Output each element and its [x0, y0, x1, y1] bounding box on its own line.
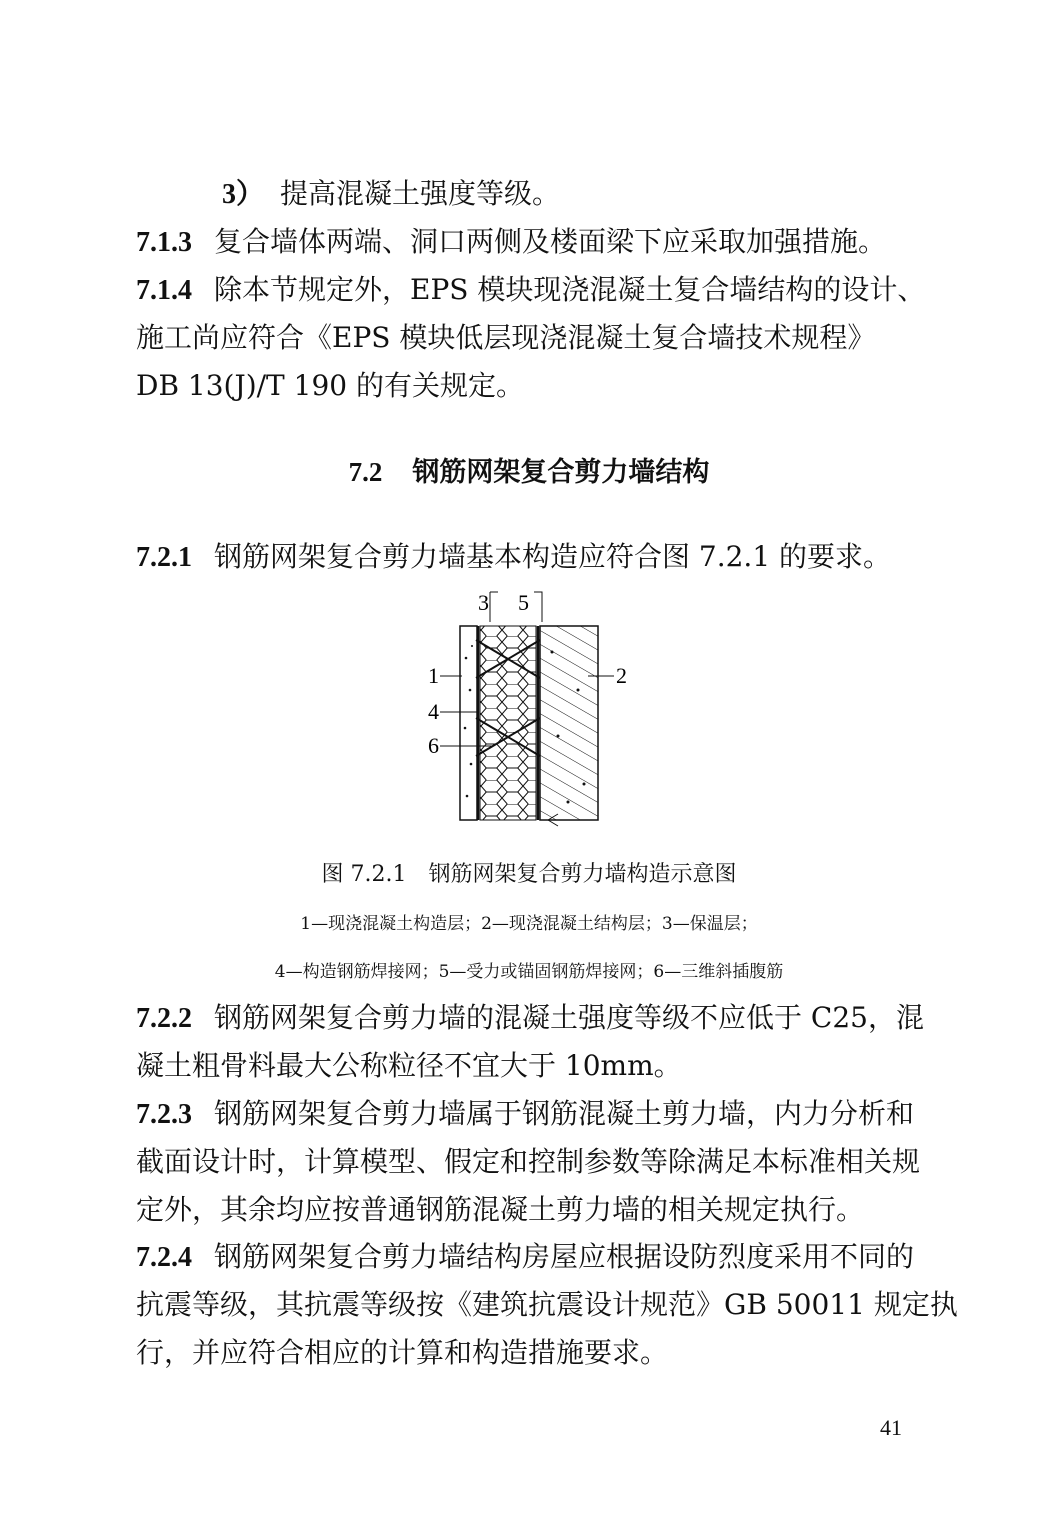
clause-7-2-4 [136, 1233, 914, 1282]
page-number: 41 [880, 1415, 902, 1440]
section-title [0, 448, 1058, 497]
figure-caption: 图 7.2.1 钢筋网架复合剪力墙构造示意图 [321, 862, 737, 887]
clause-7-2-3-line2: 截面设计时，计算模型、假定和控制参数等除满足本标准相关规 [136, 1145, 921, 1178]
figure-legend-2: 4—构造钢筋焊接网；5—受力或锚固钢筋焊接网；6—三维斜插腹筋 [274, 962, 784, 982]
clause-number: 7.2.4 [136, 1242, 192, 1273]
clause-text: 钢筋网架复合剪力墙的混凝土强度等级不应低于 C25，混 [214, 1001, 924, 1034]
section-number: 7.2 [348, 457, 383, 487]
clause-text: 除本节规定外，EPS 模块现浇混凝土复合墙结构的设计、 [214, 273, 926, 306]
clause-7-1-4 [136, 266, 925, 315]
structural-layer [540, 626, 598, 820]
label-1: 1 [428, 663, 439, 688]
clause-number: 7.2.2 [136, 1003, 192, 1034]
clause-7-2-1 [136, 533, 891, 582]
figure-legend-1: 1—现浇混凝土构造层；2—现浇混凝土结构层；3—保温层； [300, 914, 758, 934]
clause-number: 7.1.3 [136, 227, 192, 258]
construction-layer [460, 626, 477, 820]
clause-7-2-3 [136, 1090, 914, 1139]
clause-7-2-2-line2: 凝土粗骨料最大公称粒径不宜大于 10mm。 [136, 1049, 682, 1082]
clause-text: 钢筋网架复合剪力墙结构房屋应根据设防烈度采用不同的 [214, 1240, 915, 1273]
clause-7-1-3 [136, 218, 886, 267]
item-3 [222, 170, 560, 219]
clause-text: 钢筋网架复合剪力墙基本构造应符合图 7.2.1 的要求。 [214, 540, 892, 573]
label-4: 4 [428, 699, 439, 724]
clause-text: 钢筋网架复合剪力墙属于钢筋混凝土剪力墙，内力分析和 [214, 1097, 915, 1130]
item-number: 3） [222, 179, 265, 210]
insulation-layer [480, 626, 536, 820]
clause-number: 7.2.3 [136, 1099, 192, 1130]
label-6: 6 [428, 733, 439, 758]
section-heading: 钢筋网架复合剪力墙结构 [412, 457, 710, 488]
label-3: 3 [478, 590, 489, 615]
label-5: 5 [518, 590, 529, 615]
clause-text: 复合墙体两端、洞口两侧及楼面梁下应采取加强措施。 [214, 225, 887, 258]
wall-section-figure [418, 588, 638, 832]
clause-number: 7.2.1 [136, 542, 192, 573]
clause-number: 7.1.4 [136, 275, 192, 306]
clause-7-2-4-line3: 行，并应符合相应的计算和构造措施要求。 [136, 1336, 669, 1369]
clause-7-1-4-line3: DB 13(J)/T 190 的有关规定。 [136, 369, 524, 402]
clause-7-1-4-line2: 施工尚应符合《EPS 模块低层现浇混凝土复合墙技术规程》 [136, 321, 876, 354]
clause-7-2-2 [136, 994, 924, 1043]
clause-7-2-4-line2: 抗震等级，其抗震等级按《建筑抗震设计规范》GB 50011 规定执 [136, 1288, 958, 1321]
clause-7-2-3-line3: 定外，其余均应按普通钢筋混凝土剪力墙的相关规定执行。 [136, 1193, 865, 1226]
label-2: 2 [616, 663, 627, 688]
item-text: 提高混凝土强度等级。 [280, 177, 561, 210]
